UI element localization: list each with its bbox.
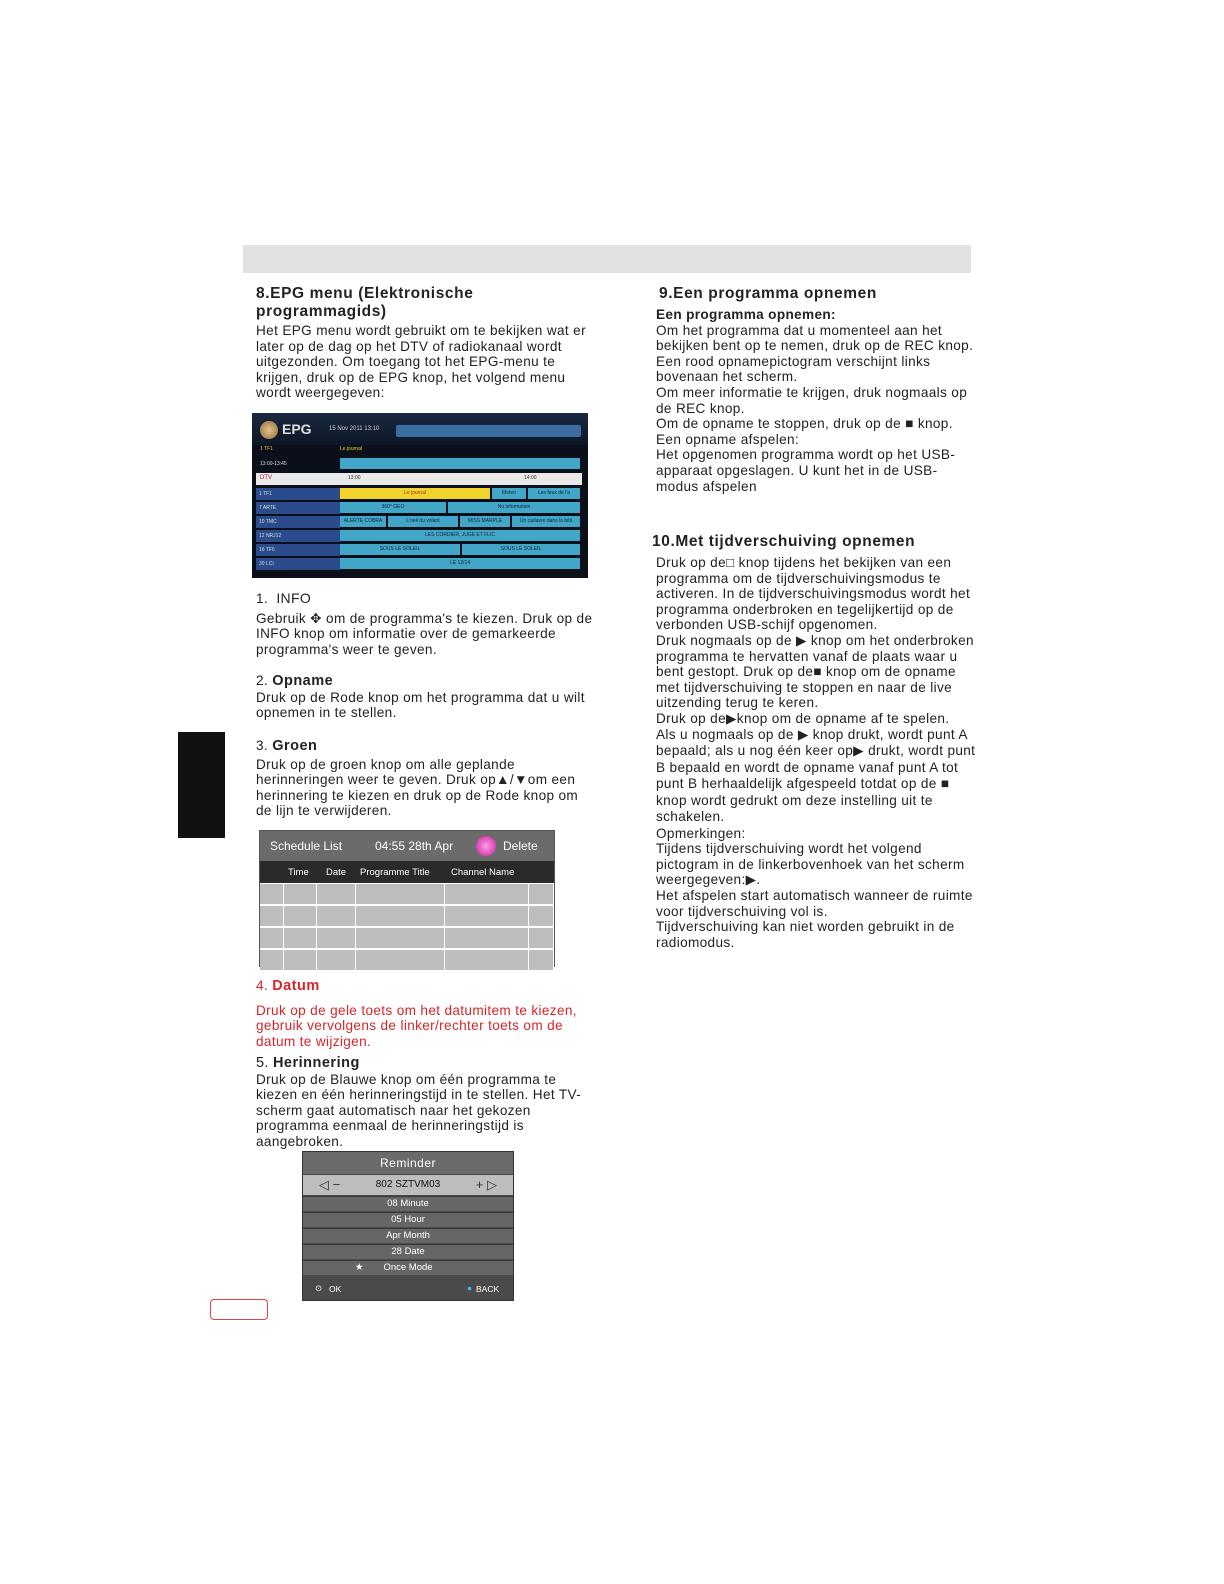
epg-screenshot [252, 413, 588, 578]
epg-time-1: 13:00 [348, 475, 361, 481]
item-1-body: Gebruik ✥ om de programma's te kiezen. Druk op de INFO knop om informatie over de gemarkeerde programma's weer te geven. [256, 610, 593, 657]
item-5-title: Herinnering [272, 1055, 360, 1071]
epg-programme[interactable]: MISS MARPLE [460, 516, 510, 527]
schedule-header [260, 861, 554, 883]
epg-title: EPG [282, 421, 312, 437]
section-9-body-1: Om het programma dat u momenteel aan het bekijken bent op te nemen, druk op de REC knop. [656, 322, 974, 354]
star-icon: ★ [355, 1262, 364, 1273]
epg-programme[interactable]: SOUS LE SOLEIL [462, 544, 580, 555]
section-9-body-6: Het opgenomen programma wordt op het USB-apparaat opgeslagen. U kunt het in de USB-modus afspelen [656, 447, 956, 494]
item-4-num: 4. [256, 978, 269, 993]
section-10-title: 10.Met tijdverschuiving opnemen [652, 533, 916, 550]
section-10-body-6: Tijdens tijdverschuiving wordt het volgend pictogram in de linkerbovenhoek van het scherm weergegeven:▶. [656, 841, 965, 888]
reminder-month[interactable]: Apr Month [303, 1228, 513, 1243]
section-8-title: 8.EPG menu (Elektronische programmagids) [256, 285, 474, 320]
reminder-channel: 802 SZTVM03 [375, 1179, 441, 1190]
epg-programme[interactable]: 360° GEO [340, 502, 446, 513]
item-4-body: Druk op de gele toets om het datumitem te kiezen, gebruik vervolgens de linker/rechter toets om de datum te wijzigen. [256, 1002, 577, 1049]
ok-icon: ⊙ [315, 1283, 323, 1293]
section-10-body-2: Druk nogmaals op de ▶ knop om het onderbroken programma te hervatten vanaf de plaats waar u bent gestopt. Druk op de■ knop om de opname met tijdverschuiving te stoppen en naar de live uitzending terug te keren. [656, 632, 974, 711]
item-4-title: Datum [272, 978, 320, 994]
reminder-footer [303, 1277, 513, 1299]
epg-now-channel: 1 TF1 [260, 446, 273, 452]
epg-time-2: 14:00 [524, 475, 537, 481]
right-arrow-icon[interactable]: + ▷ [475, 1177, 497, 1192]
reminder-mode: Once Mode [383, 1262, 433, 1273]
item-2-num: 2. [256, 673, 269, 688]
epg-programme[interactable]: Un cadavre dans la bibl [512, 516, 580, 527]
reminder-back[interactable]: BACK [476, 1284, 500, 1294]
epg-time-row [256, 473, 582, 485]
schedule-title: Schedule List [270, 839, 343, 853]
section-10-body-8: Tijdverschuiving kan niet worden gebruikt in de radiomodus. [656, 919, 955, 950]
epg-programme[interactable]: LES CORDIER, JUGE ET FLIC [340, 530, 580, 541]
section-10-body-4: Als u nogmaals op de ▶ knop drukt, wordt punt A bepaald; als u nog één keer op▶ drukt, wordt punt B bepaald en wordt de opname vanaf punt A tot punt B herhaaldelijk afgespeeld totdat op de ■ knop wordt gedrukt om deze instelling uit te schakelen. [656, 726, 976, 825]
section-9 [656, 285, 976, 494]
item-5 [256, 1055, 596, 1150]
schedule-list [259, 830, 555, 967]
epg-channel-0[interactable]: 1 TF1 [256, 488, 340, 500]
item-1-title: INFO [276, 590, 312, 606]
item-5-num: 5. [256, 1055, 269, 1071]
epg-now-prog: Le journal [340, 446, 362, 452]
pink-button-icon [476, 836, 496, 856]
table-row [260, 927, 554, 949]
epg-channel-4[interactable]: 16 TF6 [256, 544, 340, 556]
epg-programme[interactable]: LE 12/14 [340, 558, 580, 569]
item-3-num: 3. [256, 738, 269, 753]
item-3-body: Druk op de groen knop om alle geplande herinneringen weer te geven. Druk op▲/▼om een herinnering te kiezen en druk op de Rode knop om de lijn te verwijderen. [256, 756, 579, 819]
col-date: Date [326, 867, 347, 878]
item-3 [256, 738, 596, 819]
table-row [260, 905, 554, 927]
item-2-title: Opname [272, 673, 334, 689]
section-9-title: 9.Een programma opnemen [659, 285, 877, 302]
col-time: Time [288, 867, 309, 878]
reminder-dialog [302, 1151, 514, 1301]
section-9-subtitle: Een programma opnemen: [656, 307, 836, 322]
item-1-num: 1. [256, 591, 269, 606]
item-3-title: Groen [272, 738, 318, 754]
section-10-body-7: Het afspelen start automatisch wanneer de ruimte voor tijdverschuiving vol is. [656, 887, 973, 919]
epg-channel-2[interactable]: 10 TMC [256, 516, 340, 528]
page-number-box [210, 1299, 268, 1320]
table-row [260, 883, 554, 905]
epg-programme[interactable]: ALERTE COBRA [340, 516, 386, 527]
epg-logo-icon [260, 421, 278, 439]
epg-now-bar [340, 458, 580, 469]
section-8-body: Het EPG menu wordt gebruikt om te bekijken wat er later op de dag op het DTV of radiokanaal wordt uitgezonden. Om toegang tot het EPG-menu te krijgen, druk op de EPG knop, het volgend menu wordt weergegeven: [256, 323, 586, 401]
epg-channel-3[interactable]: 12 NRJ12 [256, 530, 340, 542]
epg-programme[interactable]: SOUS LE SOLEIL [340, 544, 460, 555]
section-10 [652, 533, 978, 950]
item-4 [256, 978, 596, 1049]
table-row [260, 949, 554, 971]
item-5-body: Druk op de Blauwe knop om één programma te kiezen en één herinneringstijd in te stellen. Het TV-scherm gaat automatisch naar het gekozen programma eenmaal de herinneringstijd is aangebroken. [256, 1071, 582, 1149]
item-2-body: Druk op de Rode knop om het programma dat u wilt opnemen in te stellen. [256, 689, 585, 721]
reminder-hour[interactable]: 05 Hour [303, 1212, 513, 1227]
section-10-body-3: Druk op de▶knop om de opname af te spelen. [656, 710, 950, 726]
epg-channel-5[interactable]: 30 LCI [256, 558, 340, 570]
reminder-channel-row[interactable] [303, 1175, 513, 1195]
item-2 [256, 673, 596, 721]
section-9-body-5: Een opname afspelen: [656, 431, 800, 447]
item-1 [256, 591, 596, 657]
section-10-body-5: Opmerkingen: [656, 825, 746, 841]
col-channel: Channel Name [451, 867, 515, 878]
blue-dot-icon: ● [467, 1283, 473, 1293]
epg-programme[interactable]: L'oeil du volant [388, 516, 458, 527]
header-bar [243, 245, 971, 273]
col-programme: Programme Title [360, 867, 430, 878]
section-9-body-3: Om meer informatie te krijgen, druk nogmaals op de REC knop. [656, 384, 968, 416]
schedule-grid [260, 883, 554, 971]
epg-legend [396, 425, 581, 437]
left-arrow-icon[interactable]: ◁ − [319, 1177, 341, 1192]
reminder-ok[interactable]: OK [329, 1284, 342, 1294]
epg-programme[interactable]: No information [448, 502, 580, 513]
schedule-delete[interactable]: Delete [503, 839, 538, 853]
reminder-date[interactable]: 28 Date [303, 1244, 513, 1259]
epg-channel-1[interactable]: 7 ARTE [256, 502, 340, 514]
section-9-body-2: Een rood opnamepictogram verschijnt links bovenaan het scherm. [656, 353, 931, 385]
schedule-title-bar [260, 831, 554, 861]
reminder-minute[interactable]: 08 Minute [303, 1196, 513, 1211]
epg-time-range: 13:00-13:45 [260, 461, 287, 467]
epg-source: DTV [260, 475, 272, 481]
section-8 [256, 285, 596, 401]
epg-date: 15 Nov 2011 13:10 [329, 426, 380, 432]
side-tab [178, 732, 225, 838]
epg-programme[interactable]: Le journal [340, 488, 490, 499]
section-9-body-4: Om de opname te stoppen, druk op de ■ knop. [656, 416, 953, 432]
schedule-time: 04:55 28th Apr [375, 839, 454, 853]
epg-programme[interactable]: Meteo [492, 488, 526, 499]
epg-programme[interactable]: Les feux de l'a [528, 488, 580, 499]
reminder-mode-row[interactable] [303, 1260, 513, 1275]
section-10-body-1: Druk op de□ knop tijdens het bekijken van een programma om de tijdverschuivingsmodus te activeren. In de tijdverschuivingsmodus wordt het programma onderbroken en tegelijkertijd op de verbonden USB-schijf opgenomen. [656, 555, 971, 633]
epg-header [252, 413, 588, 445]
reminder-title: Reminder [303, 1152, 513, 1174]
